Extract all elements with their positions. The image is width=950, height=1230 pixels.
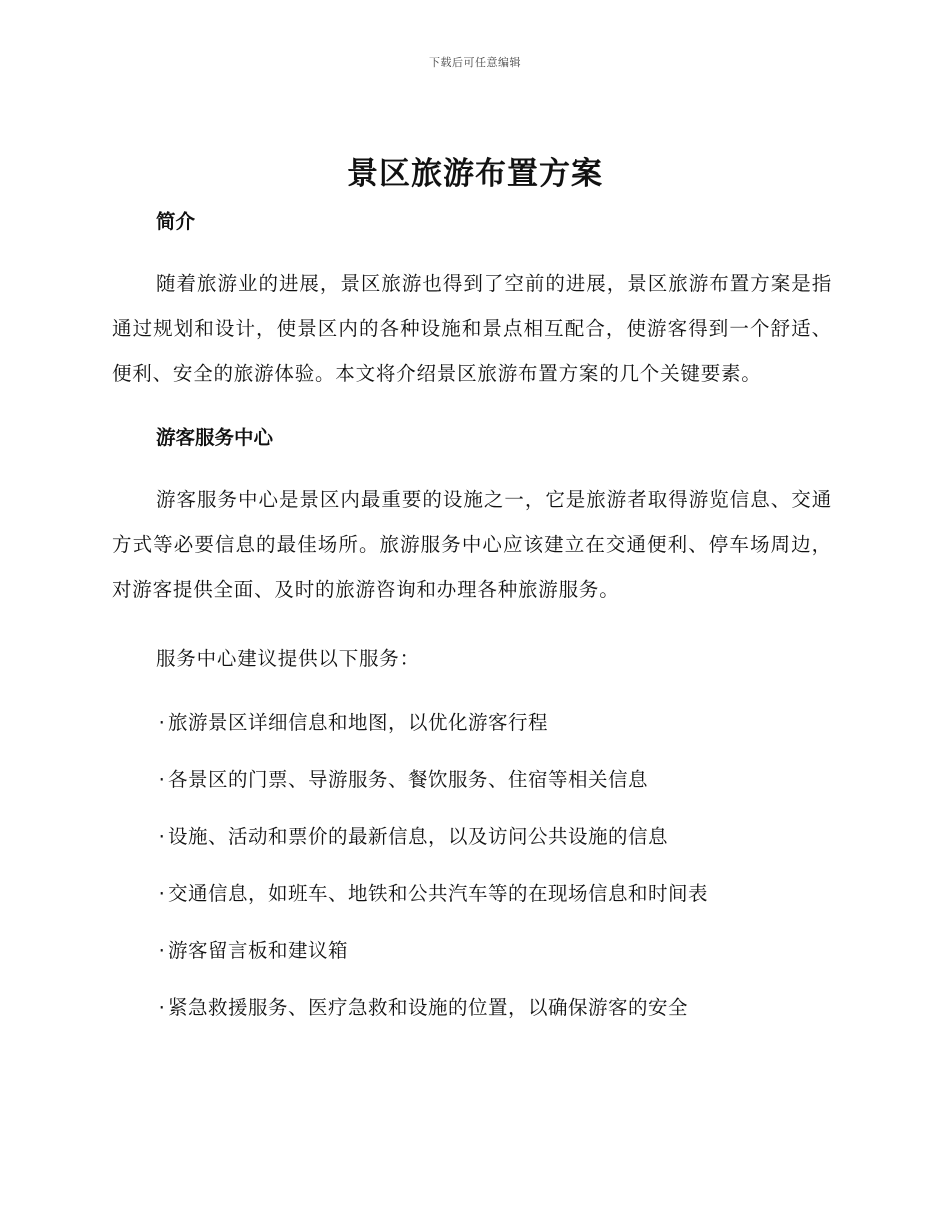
bullet-marker: · <box>158 996 166 1019</box>
document-title: 景区旅游布置方案 <box>347 156 603 192</box>
bullet-marker: · <box>158 768 166 791</box>
list-item-text: 游客留言板和建议箱 <box>168 939 349 962</box>
bullet-marker: · <box>158 939 166 962</box>
bullet-marker: · <box>158 882 166 905</box>
list-item <box>112 992 832 1024</box>
list-item-text: 交通信息，如班车、地铁和公共汽车等的在现场信息和时间表 <box>168 882 709 905</box>
body-paragraph: 随着旅游业的进展，景区旅游也得到了空前的进展，景区旅游布置方案是指通过规划和设计，使景区内的各种设施和景点相互配合，使游客得到一个舒适、便利、安全的旅游体验。本文将介绍景区旅游布置方案的几个关键要素。 <box>112 272 832 385</box>
section-visitor-center <box>112 421 832 1024</box>
list-item-text: 设施、活动和票价的最新信息，以及访问公共设施的信息 <box>168 825 669 848</box>
bullet-marker: · <box>158 711 166 734</box>
list-item <box>112 821 832 853</box>
document-body <box>112 205 832 1024</box>
section-heading: 游客服务中心 <box>156 426 274 449</box>
list-item <box>112 707 832 739</box>
list-item <box>112 935 832 967</box>
body-paragraph: 游客服务中心是景区内最重要的设施之一，它是旅游者取得游览信息、交通方式等必要信息的最佳场所。旅游服务中心应该建立在交通便利、停车场周边，对游客提供全面、及时的旅游咨询和办理各种旅游服务。 <box>112 488 832 601</box>
list-item <box>112 764 832 796</box>
bullet-marker: · <box>158 825 166 848</box>
list-item-text: 各景区的门票、导游服务、餐饮服务、住宿等相关信息 <box>168 768 649 791</box>
section-introduction <box>112 205 832 396</box>
list-item <box>112 878 832 910</box>
page-header-note: 下载后可任意编辑 <box>429 56 521 69</box>
list-item-text: 紧急救援服务、医疗急救和设施的位置，以确保游客的安全 <box>168 996 689 1019</box>
section-heading: 简介 <box>156 210 196 233</box>
list-item-text: 旅游景区详细信息和地图，以优化游客行程 <box>168 711 549 734</box>
service-list <box>112 707 832 1024</box>
body-paragraph: 服务中心建议提供以下服务： <box>156 647 420 670</box>
